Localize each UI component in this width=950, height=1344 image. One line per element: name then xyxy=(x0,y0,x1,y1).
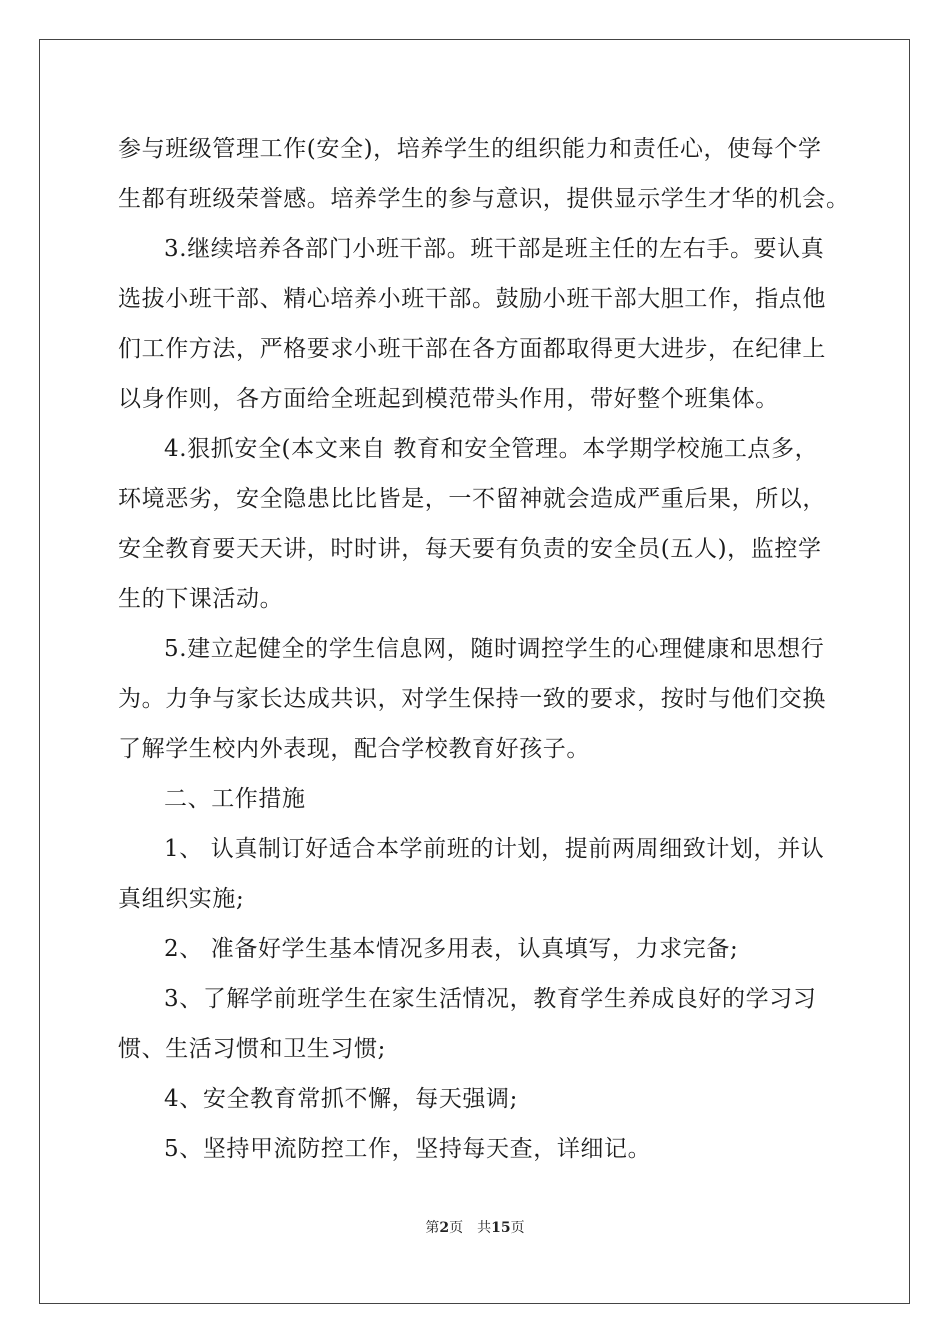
footer-suffix: 页 xyxy=(510,1220,525,1236)
text-line: 生都有班级荣誉感。培养学生的参与意识，提供显示学生才华的机会。 xyxy=(118,186,850,212)
text-line: 环境恶劣，安全隐患比比皆是，一不留神就会造成严重后果，所以， xyxy=(118,486,826,512)
footer-middle: 页 共 xyxy=(449,1220,492,1236)
page-number-footer xyxy=(0,1219,950,1237)
text-line: 真组织实施; xyxy=(118,886,245,912)
measure-2: 2、 准备好学生基本情况多用表，认真填写，力求完备; xyxy=(164,936,739,962)
measure-1-start: 1、 认真制订好适合本学前班的计划，提前两周细致计划，并认 xyxy=(164,836,825,862)
text-line: 们工作方法，严格要求小班干部在各方面都取得更大进步，在纪律上 xyxy=(118,336,826,362)
page-border xyxy=(39,39,910,1304)
text-line: 以身作则，各方面给全班起到模范带头作用，带好整个班集体。 xyxy=(118,386,779,412)
paragraph-5-start: 5.建立起健全的学生信息网，随时调控学生的心理健康和思想行 xyxy=(164,636,825,662)
text-line: 安全教育要天天讲，时时讲，每天要有负责的安全员(五人)，监控学 xyxy=(118,536,822,562)
measure-3-start: 3、了解学前班学生在家生活情况，教育学生养成良好的学习习 xyxy=(164,986,817,1012)
text-line: 了解学生校内外表现，配合学校教育好孩子。 xyxy=(118,736,590,762)
text-line: 为。力争与家长达成共识，对学生保持一致的要求，按时与他们交换 xyxy=(118,686,826,712)
text-line: 生的下课活动。 xyxy=(118,586,284,612)
measure-4: 4、安全教育常抓不懈，每天强调; xyxy=(164,1086,518,1112)
current-page-number: 2 xyxy=(439,1220,450,1236)
paragraph-4-start: 4.狠抓安全(本文来自 教育和安全管理。本学期学校施工点多， xyxy=(164,436,819,462)
footer-prefix: 第 xyxy=(425,1220,440,1236)
text-line: 选拔小班干部、精心培养小班干部。鼓励小班干部大胆工作，指点他 xyxy=(118,286,826,312)
paragraph-3-start: 3.继续培养各部门小班干部。班干部是班主任的左右手。要认真 xyxy=(164,236,825,262)
section-heading: 二、工作措施 xyxy=(164,786,306,812)
text-line: 参与班级管理工作(安全)，培养学生的组织能力和责任心，使每个学 xyxy=(118,136,822,162)
measure-5: 5、坚持甲流防控工作，坚持每天查，详细记。 xyxy=(164,1136,652,1162)
text-line: 惯、生活习惯和卫生习惯; xyxy=(118,1036,386,1062)
total-pages-number: 15 xyxy=(491,1220,511,1236)
